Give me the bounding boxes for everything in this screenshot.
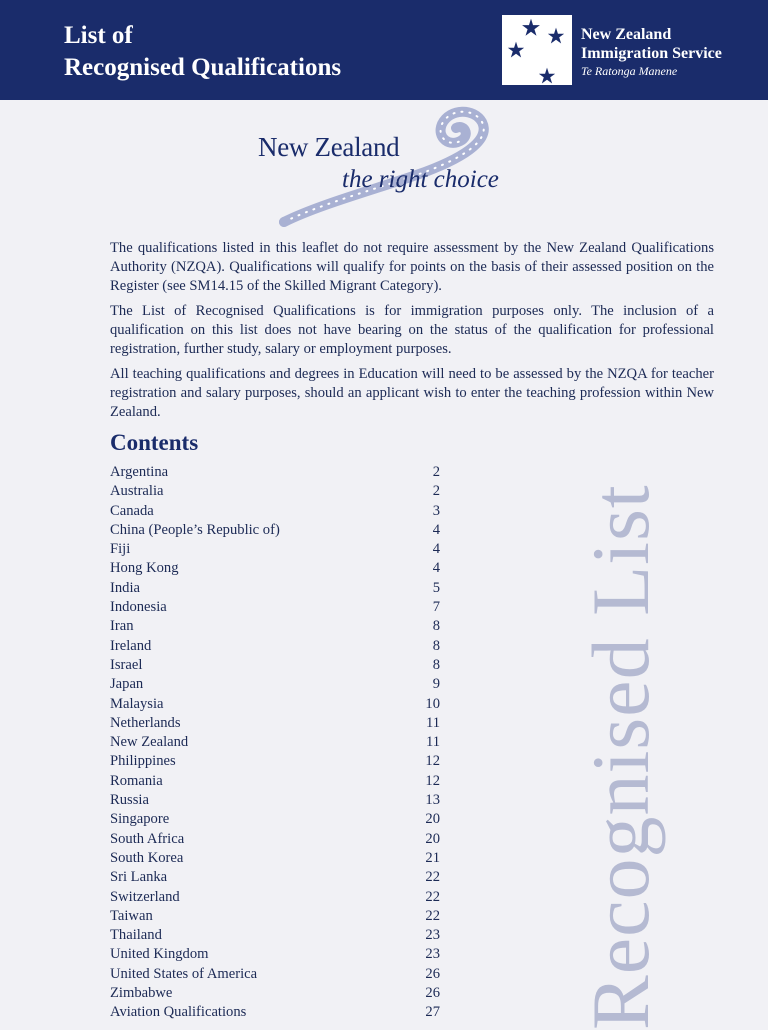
contents-entry [110, 695, 440, 714]
intro-paragraph-3: All teaching qualifications and degrees in Education will need to be assessed by the NZQA for teacher registration and salary purposes, should an applicant wish to enter the teaching profession within New Zealand. [110, 366, 714, 420]
intro-text [110, 239, 714, 428]
contents-entry-page: 5 [432, 579, 440, 596]
contents-entry [110, 752, 440, 771]
contents-entry-label: Zimbabwe [110, 985, 173, 1002]
contents-entry-page: 20 [425, 811, 440, 828]
intro-paragraph-2: The List of Recognised Qualifications is for immigration purposes only. The inclusion of a qualification on this list does not have bearing on the status of the qualification for professional registration, further study, salary or employment purposes. [110, 303, 714, 357]
contents-entry [110, 675, 440, 694]
contents-entry-label: Philippines [110, 753, 176, 770]
contents-entry-page: 11 [425, 714, 440, 731]
intro-paragraph-1: The qualifications listed in this leaflet do not require assessment by the New Zealand Qualifications Authority (NZQA). Qualifications will qualify for points on the basis of their assessed position on the Register (see SM14.15 of the Skilled Migrant Category). [110, 240, 714, 294]
contents-entry-label: Argentina [110, 464, 169, 480]
contents-entry-page: 4 [432, 560, 440, 577]
contents-entry-label: Sri Lanka [110, 869, 168, 886]
contents-entry-label: China (People’s Republic of) [110, 521, 280, 538]
contents-entry-label: New Zealand [110, 734, 189, 751]
agency-maori-name: Te Ratonga Manene [581, 64, 678, 78]
contents-entry-page: 3 [432, 502, 440, 519]
contents-entry-page: 8 [432, 656, 440, 673]
contents-entry-page: 22 [425, 907, 440, 924]
contents-entry-label: Ireland [110, 637, 152, 654]
contents-entry-label: Aviation Qualifications [110, 1004, 247, 1021]
contents-entry-page: 9 [432, 676, 440, 693]
contents-entry [110, 559, 440, 578]
contents-entry-label: Russia [110, 792, 149, 809]
contents-entry [110, 868, 440, 887]
contents-entry [110, 656, 440, 675]
contents-entry [110, 965, 440, 984]
contents-entry [110, 1003, 440, 1022]
contents-entry-label: Netherlands [110, 714, 181, 731]
contents-entry [110, 926, 440, 945]
contents-entry-label: South Africa [110, 830, 185, 847]
contents-entry-page: 2 [432, 464, 440, 480]
contents-entry-label: Fiji [110, 541, 131, 558]
contents-entry-label: Switzerland [110, 888, 180, 905]
contents-entry-page: 22 [425, 888, 440, 905]
contents-entry-page: 2 [432, 483, 440, 500]
contents-entry-page: 23 [425, 927, 440, 944]
contents-entry-page: 4 [432, 521, 440, 538]
contents-list [110, 463, 440, 1023]
contents-entry-page: 23 [425, 946, 440, 963]
contents-entry-page: 12 [425, 753, 440, 770]
contents-entry [110, 810, 440, 829]
contents-entry [110, 907, 440, 926]
contents-entry-label: United States of America [110, 965, 258, 982]
agency-line-2: Immigration Service [581, 45, 722, 62]
contents-entry [110, 888, 440, 907]
contents-entry [110, 521, 440, 540]
title-line-2: Recognised Qualifications [64, 54, 342, 81]
contents-entry [110, 791, 440, 810]
contents-entry-page: 8 [432, 618, 440, 635]
contents-entry-label: Singapore [110, 811, 170, 828]
contents-entry [110, 598, 440, 617]
agency-name [581, 25, 722, 79]
contents-entry-page: 12 [425, 772, 440, 789]
contents-entry [110, 617, 440, 636]
koru-swirl-icon [250, 100, 550, 230]
contents-entry-label: Malaysia [110, 695, 164, 712]
contents-entry-page: 4 [432, 541, 440, 558]
title-line-1: List of [64, 22, 133, 49]
contents-entry-label: Israel [110, 656, 143, 673]
contents-entry [110, 984, 440, 1003]
tagline-sub: the right choice [342, 166, 499, 193]
contents-entry-page: 10 [425, 695, 440, 712]
contents-entry-page: 27 [425, 1004, 440, 1021]
contents-entry-page: 8 [432, 637, 440, 654]
contents-entry [110, 830, 440, 849]
contents-entry-label: India [110, 579, 140, 596]
contents-heading: Contents [110, 430, 199, 455]
contents-entry-label: United Kingdom [110, 946, 209, 963]
contents-entry-page: 26 [425, 985, 440, 1002]
contents-entry-label: South Korea [110, 849, 184, 866]
contents-entry [110, 945, 440, 964]
contents-entry [110, 714, 440, 733]
contents-entry-label: Japan [110, 676, 144, 693]
contents-entry-page: 21 [425, 849, 440, 866]
contents-entry [110, 733, 440, 752]
tagline-main: New Zealand [258, 132, 400, 162]
contents-entry-label: Hong Kong [110, 560, 179, 577]
contents-entry-page: 13 [425, 792, 440, 809]
contents-entry-page: 20 [425, 830, 440, 847]
contents-entry-label: Indonesia [110, 599, 167, 616]
contents-entry [110, 579, 440, 598]
contents-entry [110, 849, 440, 868]
contents-entry [110, 540, 440, 559]
contents-entry-page: 26 [425, 965, 440, 982]
contents-entry-page: 7 [432, 599, 440, 616]
contents-entry [110, 637, 440, 656]
contents-entry-page: 11 [425, 734, 440, 751]
contents-entry-label: Thailand [110, 927, 162, 944]
contents-entry [110, 463, 440, 482]
agency-line-1: New Zealand [581, 26, 672, 43]
contents-entry-page: 22 [425, 869, 440, 886]
contents-entry [110, 502, 440, 521]
header-banner [0, 0, 768, 100]
contents-entry [110, 772, 440, 791]
southern-cross-stars-icon [502, 15, 572, 85]
document-title [64, 20, 341, 84]
contents-entry-label: Taiwan [110, 907, 153, 924]
side-title: Recognised List [575, 484, 666, 1030]
contents-entry-label: Australia [110, 483, 164, 500]
contents-entry-label: Iran [110, 618, 134, 635]
contents-entry-label: Romania [110, 772, 163, 789]
contents-entry-label: Canada [110, 502, 154, 519]
contents-entry [110, 482, 440, 501]
tagline-block [250, 100, 550, 230]
